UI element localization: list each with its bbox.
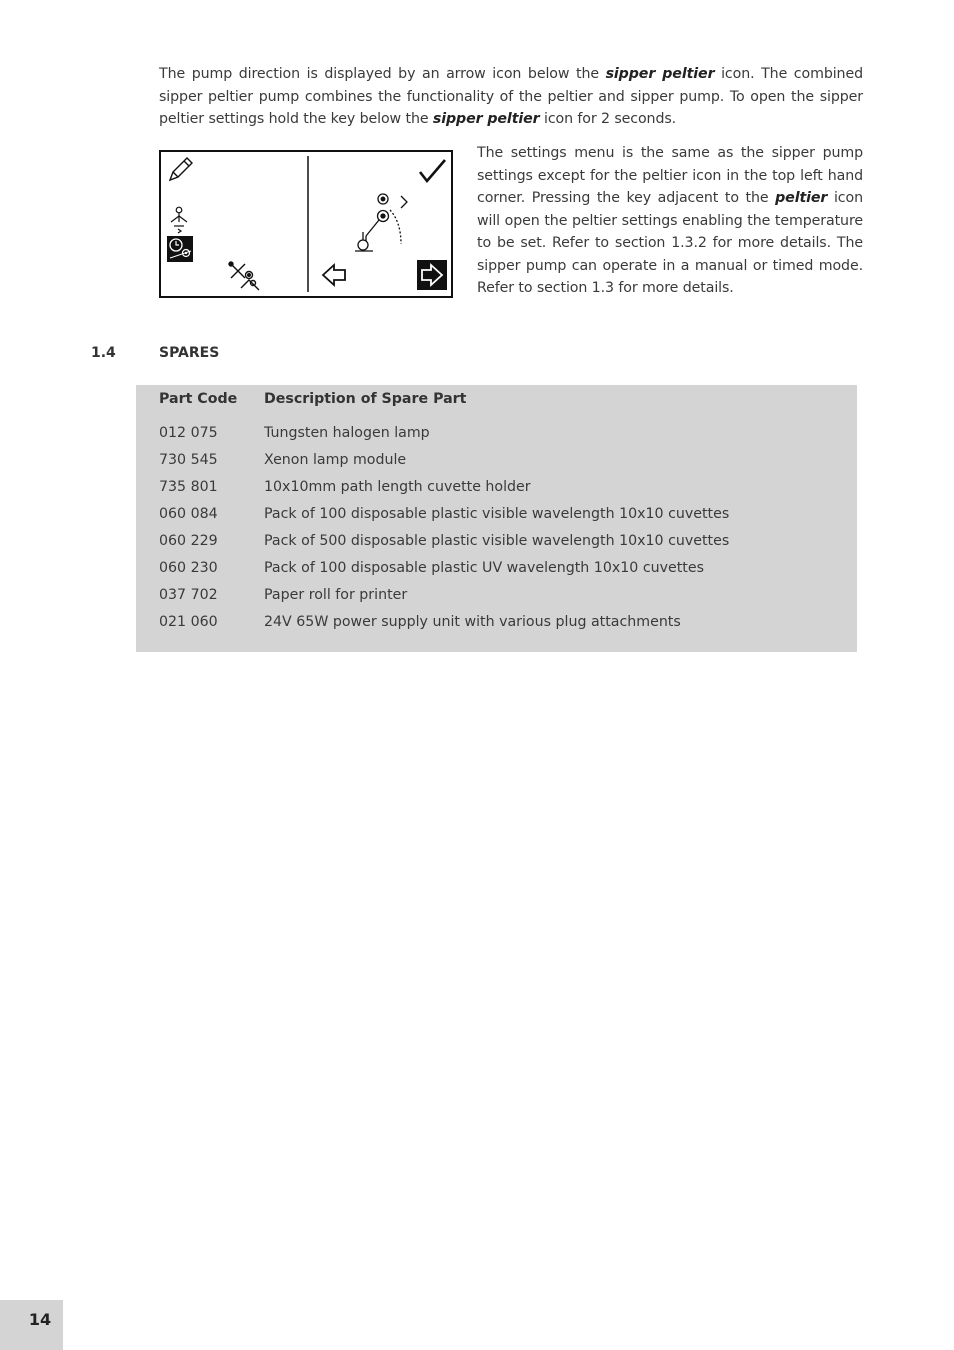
settings-icon[interactable] [229,262,259,290]
spares-table [136,385,857,652]
timer-icon[interactable] [167,236,193,262]
settings-paragraph [477,142,863,300]
intro-text-3: icon for 2 seconds. [539,111,677,127]
page-number: 14 [28,1310,52,1329]
sipper-peltier-icon[interactable] [171,207,187,233]
back-arrow-icon[interactable] [323,265,345,285]
part-description-cell: 10x10mm path length cuvette holder [264,479,531,495]
part-code-cell: 037 702 [159,587,218,603]
intro-text-1: The pump direction is displayed by an arrow icon below the [159,66,606,82]
part-description-cell: Pack of 100 disposable plastic visible wavelength 10x10 cuvettes [264,506,730,522]
lcd-settings-screen [159,150,453,298]
header-description: Description of Spare Part [264,391,467,407]
part-description-cell: Pack of 100 disposable plastic UV wavelength 10x10 cuvettes [264,560,704,576]
part-code-cell: 060 230 [159,560,218,576]
part-code-cell: 060 229 [159,533,218,549]
part-description-cell: Tungsten halogen lamp [264,425,430,441]
intro-emphasis-2: sipper peltier [432,111,540,127]
part-description-cell: Paper roll for printer [264,587,408,603]
section-number: 1.4 [91,345,116,361]
settings-text-2: icon will open the peltier settings enabling the temperature to be set. Refer to section 1.3.2 for more details. The sipper pump can operate in a manual or timed mode. Refer to section 1.3 for more details. [477,190,863,296]
intro-paragraph [159,63,863,131]
intro-emphasis-1: sipper peltier [605,66,715,82]
pencil-icon[interactable] [170,158,192,180]
section-title: SPARES [159,345,220,361]
settings-text-1: The settings menu is the same as the sipper pump settings except for the peltier icon in the top left hand corner. Pressing the key adjacent to the [477,145,863,206]
check-icon[interactable] [420,160,445,181]
header-part-code: Part Code [159,391,238,407]
part-description-cell: 24V 65W power supply unit with various plug attachments [264,614,681,630]
forward-arrow-icon[interactable] [417,260,447,290]
part-code-cell: 060 084 [159,506,218,522]
intro-text-2: icon. The combined sipper peltier pump combines the functionality of the peltier and sipper pump. To open the sipper peltier settings hold the key below the [159,66,863,127]
part-code-cell: 021 060 [159,614,218,630]
part-code-cell: 012 075 [159,425,218,441]
sipper-pump-icon[interactable] [355,194,407,251]
part-description-cell: Xenon lamp module [264,452,407,468]
settings-emphasis-1: peltier [775,190,828,206]
part-code-cell: 735 801 [159,479,218,495]
part-code-cell: 730 545 [159,452,218,468]
part-description-cell: Pack of 500 disposable plastic visible wavelength 10x10 cuvettes [264,533,730,549]
